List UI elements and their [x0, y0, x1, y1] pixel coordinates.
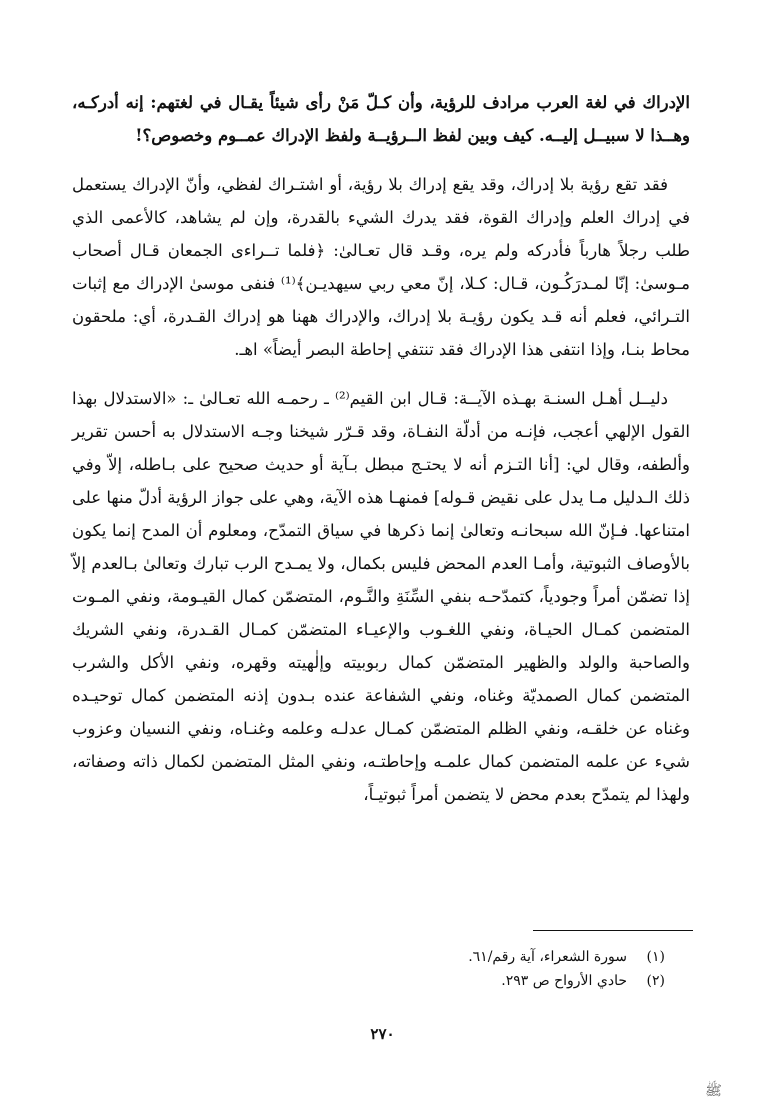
footnote-divider: [533, 930, 693, 931]
corner-mark: ﷺ: [705, 1083, 722, 1099]
footnote-number: (١): [646, 949, 665, 965]
page-number: ٢٧٠: [370, 1025, 395, 1043]
footnote-2: [245, 969, 665, 993]
paragraph-1: الإدراك في لغة العرب مرادف للرؤية، وأن كـلّ مَنْ رأى شيئاً يقـال في لغتهم: إنه أدركـه، وهــذا لا سبيــل إليــه. كيف وبين لفظ الــرؤيــة ولفظ الإدراك عمــوم وخصوص؟!: [72, 93, 690, 145]
footnotes: [245, 945, 665, 993]
paragraph-3: دليــل أهـل السنـة بهـذه الآيــة: قـال ابن القيم⁽²⁾ ـ رحمـه الله تعـالىٰ ـ: «الاستدلال بهذا القول الإلهي أعجب، فإنـه من أدلّة النفـاة، وقد قـرّر شيخنا وجـه الاستدلال به أحسن تقرير وألطفه، وقال لي: [أنا التـزم أنه لا يحتـج مبطل بـآية أو حديث صحيح على بـاطله، إلاّ وفي ذلك الـدليل مـا يدل على نقيض قـوله] فمنهـا هذه الآية، وهي على جواز الرؤية أدلّ منها على امتناعها. فـإنّ الله سبحانـه وتعالىٰ إنما ذكرها في سياق التمدّح، ومعلوم أن المدح إنما يكون بالأوصاف الثبوتية، وأمـا العدم المحض فليس بكمال، ولا يمـدح الرب تبارك وتعالىٰ بـالعدم إلاّ إذا تضمّن أمراً وجودياً، كتمدّحـه بنفي السِّنَةِ والنَّـوم، المتضمّن كمال القيـومة، ونفي المـوت المتضمن كمـال الحيـاة، ونفي اللغـوب والإعيـاء المتضمّن كمـال القـدرة، ونفي الشريك والصاحبة والولد والظهير المتضمّن كمال ربوبيته وإلٰهيته وقهره، ونفي الأكل والشرب المتضمن كمال الصمديّة وغناه، ونفي الشفاعة عنده بـدون إذنه المتضمن كمال توحيـده وغناه عن خلقـه، ونفي الظلم المتضمّن كمـال عدلـه وعلمه وغنـاه، ونفي النسيان وعزوب شيء عن علمه المتضمن كمال علمـه وإحاطتـه، ونفي المثل المتضمن لكمال ذاته وصفاته، ولهذا لم يتمدّح بعدم محض لا يتضمن أمراً ثبوتيـاً،: [72, 389, 690, 804]
footnote-text: سورة الشعراء، آية رقم/٦١.: [468, 949, 627, 965]
footnote-text: حادي الأرواح ص ٢٩٣.: [501, 973, 627, 989]
footnote-1: [245, 945, 665, 969]
paragraph-2: فقد تقع رؤية بلا إدراك، وقد يقع إدراك بلا رؤية، أو اشتـراك لفظي، وأنّ الإدراك يستعمل في إدراك العلم وإدراك القوة، فقد يدرك الشيء بالقدرة، وإن لم يشاهد، كالأعمى الذي طلب رجلاً هارباً فأدركه ولم يره، وقـد قال تعـالىٰ: ﴿فلما تــراءى الجمعان قـال أصحاب مـوسىٰ: إنّا لمـدرَكُـون، قـال: كـلا، إنّ معي ربي سيهديـن﴾⁽¹⁾ فنفى موسىٰ الإدراك مع إثبات التـرائي، فعلم أنه قـد يكون رؤيـة بلا إدراك، والإدراك ههنا هو إدراك القـدرة، أي: ملحقون محاط بنـا، وإذا انتفى هذا الإدراك فقد تنتفي إحاطة البصر أيضاً» اهـ.: [72, 175, 690, 359]
page-body: [72, 86, 690, 827]
footnote-number: (٢): [646, 973, 665, 989]
